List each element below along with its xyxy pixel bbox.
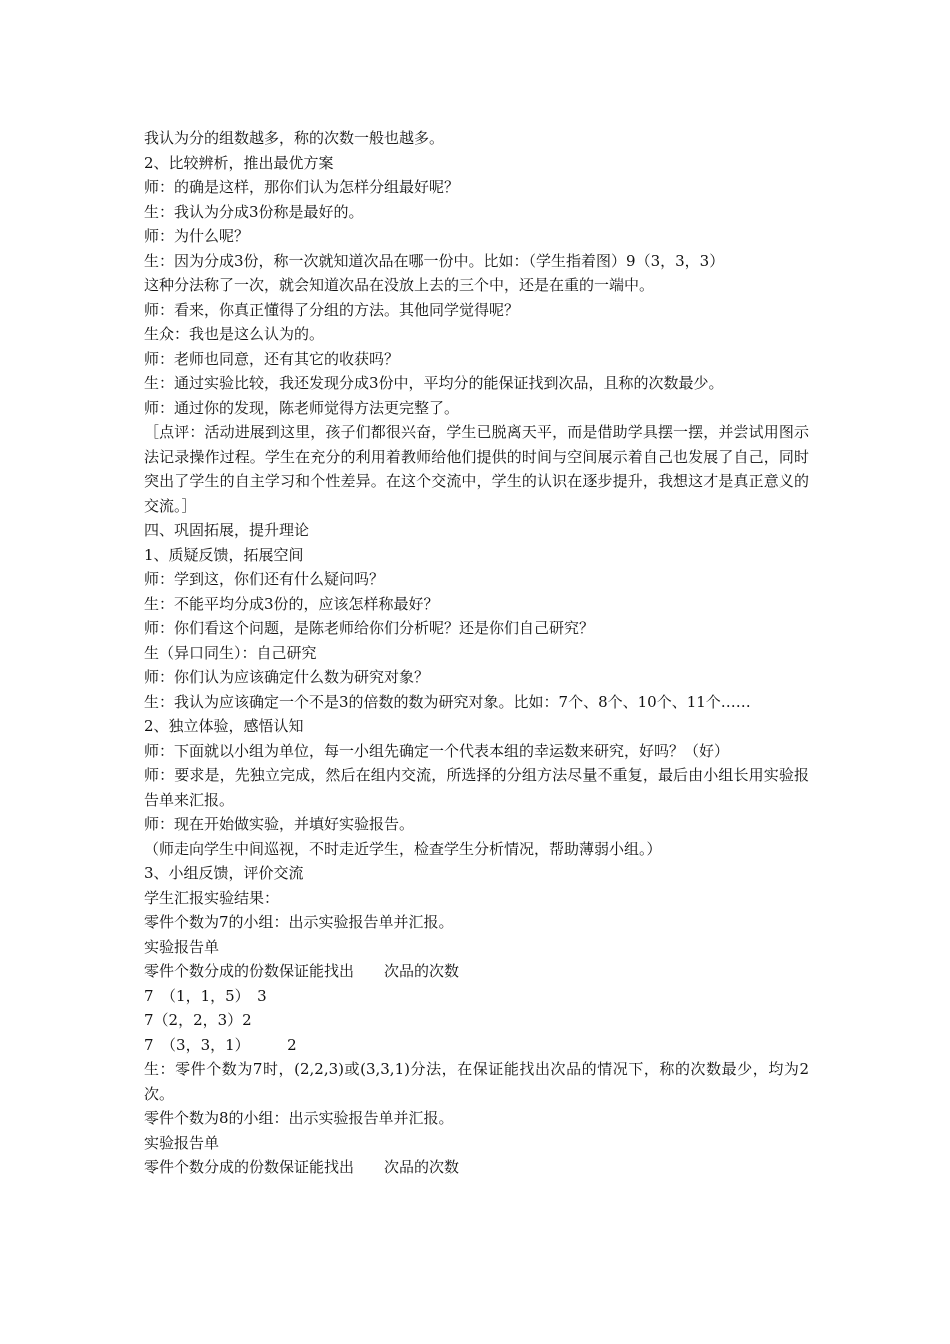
dialogue-line: 师：下面就以小组为单位，每一小组先确定一个代表本组的幸运数来研究，好吗？（好） [144, 741, 730, 760]
report-row: 7 （1，1，5） 3 [144, 986, 267, 1005]
dialogue-line: 师：你们认为应该确定什么数为研究对象？ [144, 668, 430, 686]
section-heading: 四、巩固拓展，提升理论 [144, 521, 310, 539]
paragraph: 我认为分的组数越多，称的次数一般也越多。 [144, 129, 445, 147]
commentary-paragraph: ［点评：活动进展到这里，孩子们都很兴奋，学生已脱离天平，而是借助学具摆一摆，并尝试用图示法记录操作过程。学生在充分的利用着教师给他们提供的时间与空间展示着自己也发展了自己，同时突出了学生的自主学习和个性差异。在这个交流中，学生的认识在逐步提升，我想这才是真正意义的交流。］ [144, 423, 809, 515]
dialogue-line: 生：零件个数为7时，(2,2,3)或(3,3,1)分法，在保证能找出次品的情况下，称的次数最少，均为2次。 [144, 1060, 809, 1103]
dialogue-line: 生（异口同生）：自己研究 [144, 643, 317, 662]
dialogue-line: 生：通过实验比较，我还发现分成3份中，平均分的能保证找到次品，且称的次数最少。 [144, 374, 724, 392]
subsection-heading: 2、独立体验，感悟认知 [144, 717, 304, 735]
dialogue-line: 师：为什么呢？ [144, 227, 250, 245]
dialogue-line: 生众：我也是这么认为的。 [144, 325, 325, 343]
report-header: 零件个数分成的份数保证能找出 次品的次数 [144, 962, 460, 980]
paragraph: 零件个数为8的小组：出示实验报告单并汇报。 [144, 1109, 454, 1127]
subsection-heading: 1、质疑反馈，拓展空间 [144, 545, 304, 564]
dialogue-line: 生：我认为应该确定一个不是3的倍数的数为研究对象。比如：7个、8个、10个、11个…… [144, 692, 751, 711]
stage-direction: （师走向学生中间巡视，不时走近学生，检查学生分析情况，帮助薄弱小组。） [144, 839, 662, 858]
dialogue-line: 师：的确是这样，那你们认为怎样分组最好呢？ [144, 178, 460, 196]
report-row: 7（2，2，3）2 [144, 1011, 252, 1029]
dialogue-line: 师：看来，你真正懂得了分组的方法。其他同学觉得呢？ [144, 300, 520, 319]
dialogue-line: 生：不能平均分成3份的，应该怎样称最好？ [144, 594, 439, 613]
report-title: 实验报告单 [144, 1133, 220, 1152]
dialogue-line: 这种分法称了一次，就会知道次品在没放上去的三个中，还是在重的一端中。 [144, 276, 655, 294]
paragraph: 零件个数为7的小组：出示实验报告单并汇报。 [144, 913, 454, 931]
subsection-heading: 3、小组反馈，评价交流 [144, 864, 304, 882]
dialogue-line: 生：我认为分成3份称是最好的。 [144, 202, 364, 221]
document-body [144, 126, 809, 1180]
section-heading: 2、比较辨析，推出最优方案 [144, 153, 334, 172]
report-title: 实验报告单 [144, 937, 220, 956]
paragraph: 学生汇报实验结果： [144, 888, 280, 907]
dialogue-line: 师：你们看这个问题，是陈老师给你们分析呢？还是你们自己研究？ [144, 619, 595, 637]
report-row: 7 （3，3，1） 2 [144, 1035, 297, 1054]
dialogue-line: 师：要求是，先独立完成，然后在组内交流，所选择的分组方法尽量不重复，最后由小组长用实验报告单来汇报。 [144, 766, 809, 809]
dialogue-line: 师：学到这，你们还有什么疑问吗？ [144, 570, 385, 588]
dialogue-line: 师：现在开始做实验，并填好实验报告。 [144, 815, 415, 833]
dialogue-line: 师：老师也同意，还有其它的收获吗？ [144, 349, 400, 368]
dialogue-line: 生：因为分成3份，称一次就知道次品在哪一份中。比如：（学生指着图）9（3，3，3） [144, 251, 725, 270]
report-header: 零件个数分成的份数保证能找出 次品的次数 [144, 1158, 460, 1176]
dialogue-line: 师：通过你的发现，陈老师觉得方法更完整了。 [144, 398, 460, 417]
